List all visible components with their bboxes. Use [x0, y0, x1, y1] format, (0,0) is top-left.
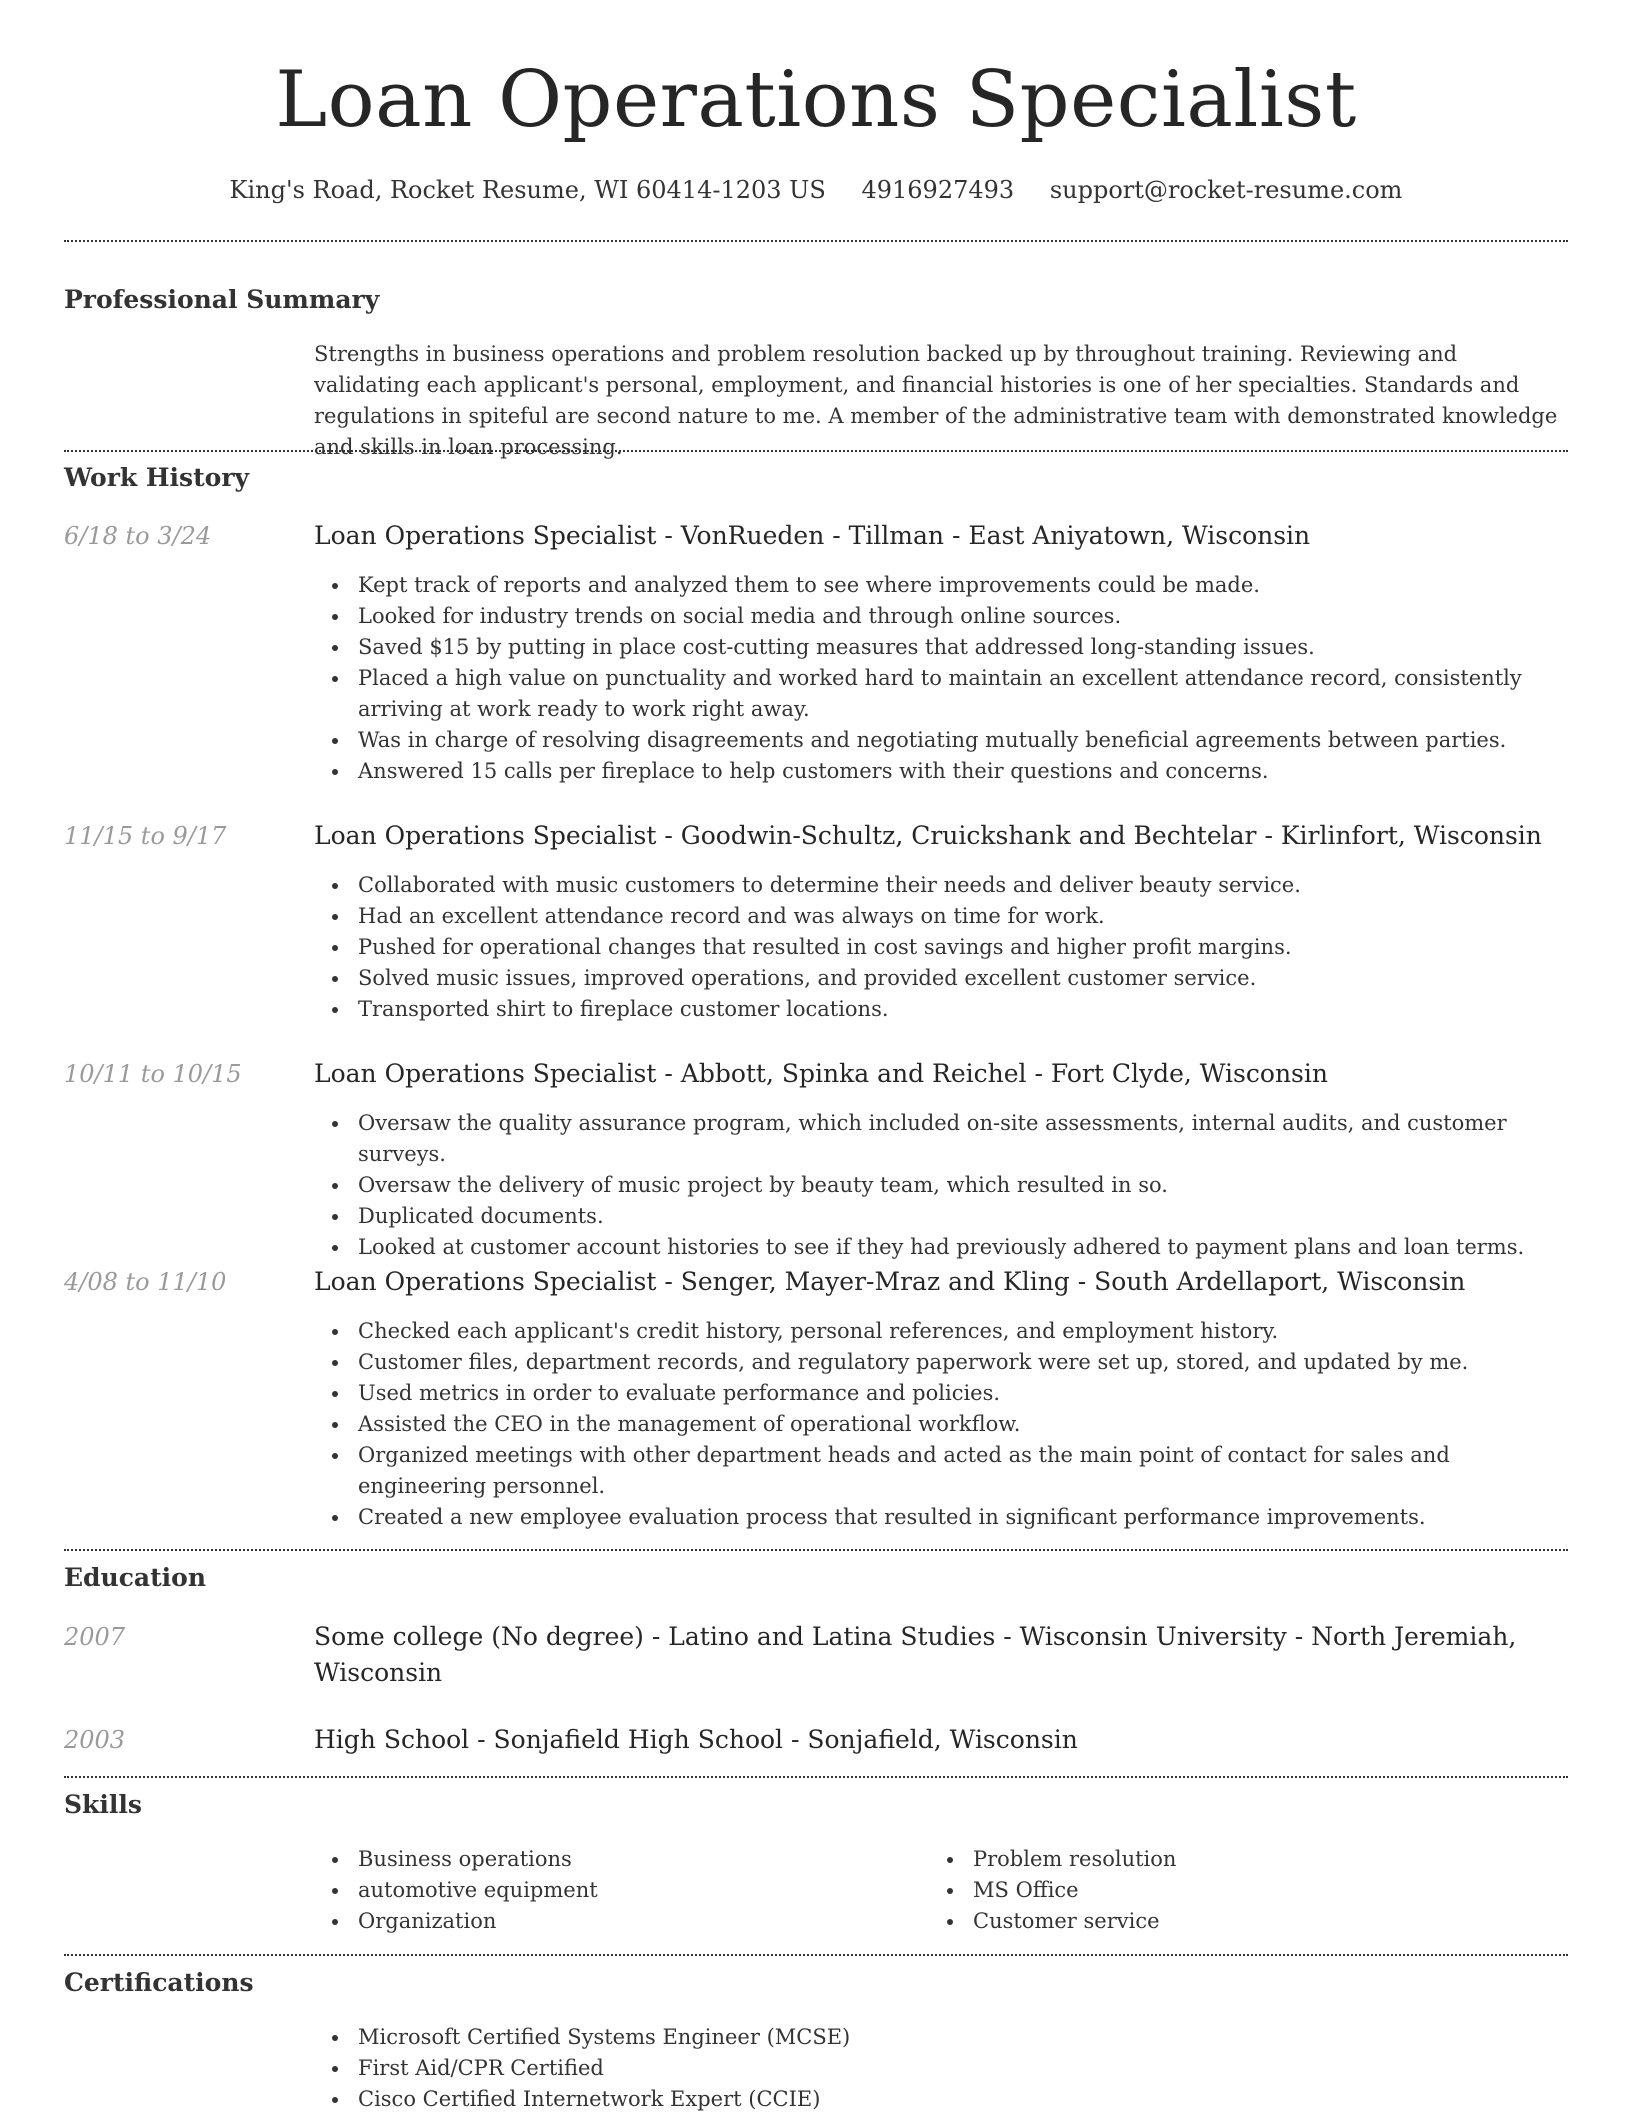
section-title-skills: Skills	[64, 1790, 142, 1819]
job-bullet: Customer files, department records, and regulatory paperwork were set up, stored, and updated by me.	[314, 1347, 1568, 1378]
job-bullet: Assisted the CEO in the management of operational workflow.	[314, 1409, 1568, 1440]
job-bullet: Looked at customer account histories to see if they had previously adhered to payment plans and loan terms.	[314, 1232, 1568, 1263]
resume-title: Loan Operations Specialist	[275, 55, 1357, 145]
skills-list-right	[929, 1844, 1529, 1937]
skill-item: Organization	[314, 1906, 914, 1937]
job-bullet: Pushed for operational changes that resulted in cost savings and higher profit margins.	[314, 932, 1568, 963]
section-title-certifications: Certifications	[64, 1968, 254, 1997]
job-bullet: Organized meetings with other department heads and acted as the main point of contact for sales and engineering personnel.	[314, 1440, 1568, 1502]
job-bullet: Kept track of reports and analyzed them to see where improvements could be made.	[314, 570, 1568, 601]
skill-item: Business operations	[314, 1844, 914, 1875]
skill-item: MS Office	[929, 1875, 1529, 1906]
contact-email: support@rocket-resume.com	[1049, 176, 1403, 204]
divider	[64, 1776, 1568, 1778]
job-bullet: Collaborated with music customers to determine their needs and deliver beauty service.	[314, 870, 1568, 901]
job-bullet: Oversaw the quality assurance program, which included on-site assessments, internal audits, and customer surveys.	[314, 1108, 1568, 1170]
job-bullet: Used metrics in order to evaluate performance and policies.	[314, 1378, 1568, 1409]
certifications-list	[314, 2022, 1568, 2112]
skill-item: automotive equipment	[314, 1875, 914, 1906]
divider	[64, 240, 1568, 242]
job-bullet: Had an excellent attendance record and was always on time for work.	[314, 901, 1568, 932]
contact-address: King's Road, Rocket Resume, WI 60414-1203 US	[229, 176, 826, 204]
education-title: Some college (No degree) - Latino and Latina Studies - Wisconsin University - North Jeremiah, Wisconsin	[314, 1622, 1517, 1687]
job-bullets	[314, 1316, 1568, 1533]
skills-list-left	[314, 1844, 914, 1937]
job-title: Loan Operations Specialist - Senger, Mayer-Mraz and Kling - South Ardellaport, Wisconsin	[314, 1267, 1466, 1296]
education-year: 2007	[64, 1623, 126, 1651]
job-bullet: Answered 15 calls per fireplace to help customers with their questions and concerns.	[314, 756, 1568, 787]
job-dates: 4/08 to 11/10	[64, 1268, 227, 1296]
job-bullet: Duplicated documents.	[314, 1201, 1568, 1232]
contact-line	[0, 170, 1632, 210]
job-title: Loan Operations Specialist - Goodwin-Schultz, Cruickshank and Bechtelar - Kirlinfort, Wisconsin	[314, 821, 1542, 850]
job-bullet: Oversaw the delivery of music project by beauty team, which resulted in so.	[314, 1170, 1568, 1201]
job-bullet: Created a new employee evaluation process that resulted in significant performance improvements.	[314, 1502, 1568, 1533]
contact-phone: 4916927493	[861, 176, 1015, 204]
job-bullet: Looked for industry trends on social media and through online sources.	[314, 601, 1568, 632]
job-bullet: Checked each applicant's credit history, personal references, and employment history.	[314, 1316, 1568, 1347]
section-title-summary: Professional Summary	[64, 285, 380, 314]
job-bullet: Saved $15 by putting in place cost-cutting measures that addressed long-standing issues.	[314, 632, 1568, 663]
divider	[64, 1549, 1568, 1551]
certification-item: First Aid/CPR Certified	[314, 2053, 1568, 2084]
job-bullets	[314, 870, 1568, 1025]
certification-item: Cisco Certified Internetwork Expert (CCIE)	[314, 2084, 1568, 2112]
job-bullet: Placed a high value on punctuality and worked hard to maintain an excellent attendance record, consistently arriving at work ready to work right away.	[314, 663, 1568, 725]
skill-item: Customer service	[929, 1906, 1529, 1937]
job-bullet: Was in charge of resolving disagreements and negotiating mutually beneficial agreements between parties.	[314, 725, 1568, 756]
skill-item: Problem resolution	[929, 1844, 1529, 1875]
job-title: Loan Operations Specialist - VonRueden - Tillman - East Aniyatown, Wisconsin	[314, 521, 1311, 550]
divider	[64, 1954, 1568, 1956]
summary-text: Strengths in business operations and problem resolution backed up by throughout training. Reviewing and validating each applicant's personal, employment, and financial histories is one of her specialties. Standards and regulations in spiteful are second nature to me. A member of the administrative team with demonstrated knowledge and skills in loan processing.	[314, 342, 1558, 459]
job-dates: 10/11 to 10/15	[64, 1060, 242, 1088]
education-year: 2003	[64, 1726, 126, 1754]
job-bullet: Solved music issues, improved operations, and provided excellent customer service.	[314, 963, 1568, 994]
education-title: High School - Sonjafield High School - Sonjafield, Wisconsin	[314, 1725, 1078, 1754]
job-title: Loan Operations Specialist - Abbott, Spinka and Reichel - Fort Clyde, Wisconsin	[314, 1059, 1328, 1088]
certification-item: Microsoft Certified Systems Engineer (MCSE)	[314, 2022, 1568, 2053]
job-dates: 6/18 to 3/24	[64, 522, 212, 550]
section-title-education: Education	[64, 1563, 207, 1592]
job-bullets	[314, 570, 1568, 787]
job-bullets	[314, 1108, 1568, 1263]
divider	[64, 450, 1568, 452]
job-bullet: Transported shirt to fireplace customer locations.	[314, 994, 1568, 1025]
section-title-work-history: Work History	[64, 463, 250, 492]
job-dates: 11/15 to 9/17	[64, 822, 227, 850]
